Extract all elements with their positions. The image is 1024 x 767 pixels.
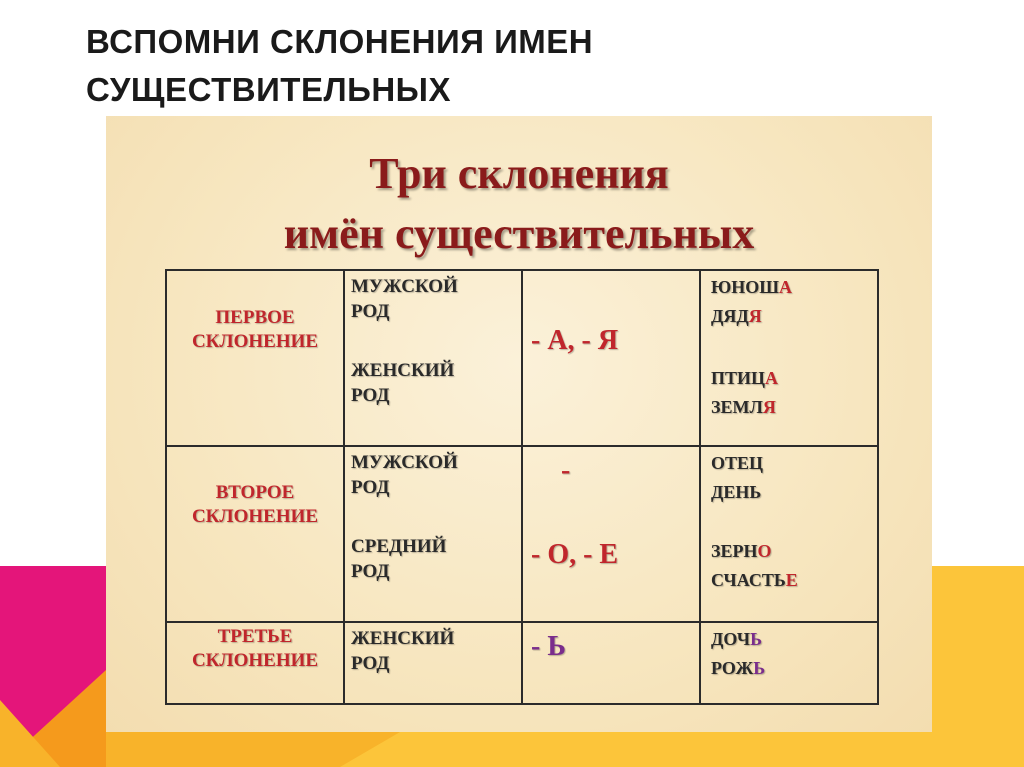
example-word: ПТИЦА: [711, 368, 779, 388]
declension-cell: [166, 446, 344, 622]
panel-title-line2: имён существительных: [283, 209, 755, 258]
table-row: [166, 270, 878, 446]
examples-cell: [700, 622, 878, 704]
ending-cell: [522, 622, 700, 704]
ending-label: - О, - Е: [531, 539, 619, 570]
example-word: ОТЕЦ: [711, 453, 764, 473]
gender-line: ЖЕНСКИЙ: [351, 628, 455, 649]
examples-cell: [700, 270, 878, 446]
ending-label: -: [561, 455, 571, 486]
slide-heading-line2: СУЩЕСТВИТЕЛЬНЫХ: [86, 71, 451, 108]
gender-line: МУЖСКОЙ: [351, 276, 458, 297]
gender-line: РОД: [351, 653, 390, 674]
example-word: ДЯДЯ: [711, 306, 762, 326]
declension-table: [165, 269, 879, 705]
gender-line: ЖЕНСКИЙ: [351, 360, 455, 381]
panel-title: [106, 144, 932, 264]
example-word: ЗЕМЛЯ: [711, 397, 776, 417]
example-word: ЮНОША: [711, 277, 793, 297]
ending-cell: [522, 446, 700, 622]
gender-cell: [344, 270, 522, 446]
gender-line: РОД: [351, 385, 390, 406]
declension-name-line1: ТРЕТЬЕ: [217, 626, 293, 647]
gender-line: РОД: [351, 477, 390, 498]
slide-heading-line1: ВСПОМНИ СКЛОНЕНИЯ ИМЕН: [86, 23, 594, 60]
declension-cell: [166, 622, 344, 704]
slide-heading: [86, 18, 786, 114]
declension-name-line2: СКЛОНЕНИЕ: [191, 650, 319, 671]
gender-line: МУЖСКОЙ: [351, 452, 458, 473]
declension-name-line1: ПЕРВОЕ: [215, 307, 295, 328]
gender-line: СРЕДНИЙ: [351, 536, 447, 557]
example-word: ДЕНЬ: [711, 482, 762, 502]
table-row: [166, 446, 878, 622]
gender-line: РОД: [351, 561, 390, 582]
declension-name-line2: СКЛОНЕНИЕ: [191, 506, 319, 527]
ending-label: - А, - Я: [531, 325, 619, 356]
declension-panel: [106, 116, 932, 732]
ending-label: - Ь: [531, 631, 566, 662]
table-row: [166, 622, 878, 704]
declension-name-line1: ВТОРОЕ: [215, 482, 295, 503]
example-word: ДОЧЬ: [711, 629, 763, 649]
declension-name-line2: СКЛОНЕНИЕ: [191, 331, 319, 352]
gender-line: РОД: [351, 301, 390, 322]
gender-cell: [344, 446, 522, 622]
ending-cell: [522, 270, 700, 446]
gender-cell: [344, 622, 522, 704]
declension-cell: [166, 270, 344, 446]
example-word: СЧАСТЬЕ: [711, 570, 798, 590]
example-word: ЗЕРНО: [711, 541, 772, 561]
example-word: РОЖЬ: [711, 658, 766, 678]
panel-title-line1: Три склонения: [369, 149, 669, 198]
examples-cell: [700, 446, 878, 622]
